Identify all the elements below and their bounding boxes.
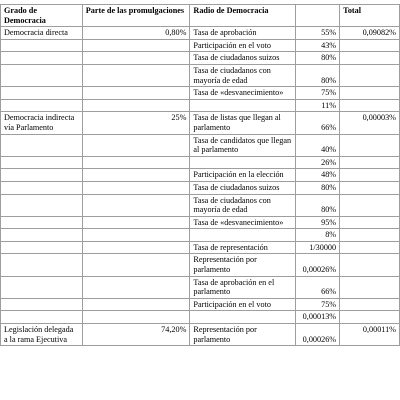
table-row (1, 194, 400, 216)
cell-value: 1/30000 (296, 241, 340, 254)
democracy-table (0, 4, 400, 346)
table-row (1, 276, 400, 298)
cell-grado: Legislación delegada a la rama Ejecutiva (1, 324, 83, 346)
cell-label: Tasa de ciudadanos suizos (190, 52, 296, 65)
cell-label: Representación por parlamento (190, 254, 296, 276)
cell-parte: 0,80% (82, 27, 190, 40)
cell-value: 40% (296, 134, 340, 156)
cell-label: Participación en el voto (190, 39, 296, 52)
cell-subtotal: 11% (296, 99, 340, 112)
cell-label: Participación en la elección (190, 169, 296, 182)
table-row (1, 298, 400, 311)
cell-value: 48% (296, 169, 340, 182)
cell-value: 43% (296, 39, 340, 52)
table-row (1, 324, 400, 346)
cell-label: Participación en el voto (190, 298, 296, 311)
cell-label: Tasa de «desvanecimiento» (190, 87, 296, 100)
cell-total: 0,00011% (340, 324, 400, 346)
cell-value: 75% (296, 87, 340, 100)
cell-subtotal: 26% (296, 156, 340, 169)
cell-value: 0,00026% (296, 254, 340, 276)
cell-label: Tasa de «desvanecimiento» (190, 216, 296, 229)
cell-label: Tasa de representación (190, 241, 296, 254)
cell-value: 80% (296, 194, 340, 216)
cell-grado: Democracia indirecta vía Parlamento (1, 112, 83, 134)
cell-label: Tasa de ciudadanos suizos (190, 181, 296, 194)
header-row (1, 5, 400, 27)
subtotal-row (1, 99, 400, 112)
table-row (1, 254, 400, 276)
subtotal-row (1, 156, 400, 169)
cell-value: 80% (296, 52, 340, 65)
header-radio: Radio de Democracia (190, 5, 296, 27)
table-row (1, 39, 400, 52)
cell-subtotal: 0,00013% (296, 311, 340, 324)
table-row (1, 87, 400, 100)
cell-subtotal: 8% (296, 229, 340, 242)
table-row (1, 52, 400, 65)
cell-label: Tasa de candidatos que llegan al parlamento (190, 134, 296, 156)
table-row (1, 169, 400, 182)
cell-value: 55% (296, 27, 340, 40)
header-value (296, 5, 340, 27)
cell-grado: Democracia directa (1, 27, 83, 40)
cell-label: Representación por parlamento (190, 324, 296, 346)
cell-label: Tasa de aprobación en el parlamento (190, 276, 296, 298)
subtotal-row (1, 311, 400, 324)
cell-parte: 25% (82, 112, 190, 134)
cell-label: Tasa de aprobación (190, 27, 296, 40)
cell-value: 80% (296, 64, 340, 86)
cell-value: 95% (296, 216, 340, 229)
cell-label: Tasa de ciudadanos con mayoría de edad (190, 64, 296, 86)
cell-value: 66% (296, 112, 340, 134)
table-row (1, 181, 400, 194)
table-row (1, 27, 400, 40)
table-row (1, 64, 400, 86)
cell-value: 80% (296, 181, 340, 194)
subtotal-row (1, 229, 400, 242)
header-grado: Grado de Democracia (1, 5, 83, 27)
cell-value: 66% (296, 276, 340, 298)
cell-parte: 74,20% (82, 324, 190, 346)
table-row (1, 134, 400, 156)
cell-total: 0,09082% (340, 27, 400, 40)
header-parte: Parte de las promulgaciones (82, 5, 190, 27)
cell-value: 75% (296, 298, 340, 311)
cell-total: 0,00003% (340, 112, 400, 134)
cell-label: Tasa de ciudadanos con mayoría de edad (190, 194, 296, 216)
table-row (1, 112, 400, 134)
cell-value: 0,00026% (296, 324, 340, 346)
cell-label: Tasa de listas que llegan al parlamento (190, 112, 296, 134)
header-total: Total (340, 5, 400, 27)
table-row (1, 241, 400, 254)
table-row (1, 216, 400, 229)
